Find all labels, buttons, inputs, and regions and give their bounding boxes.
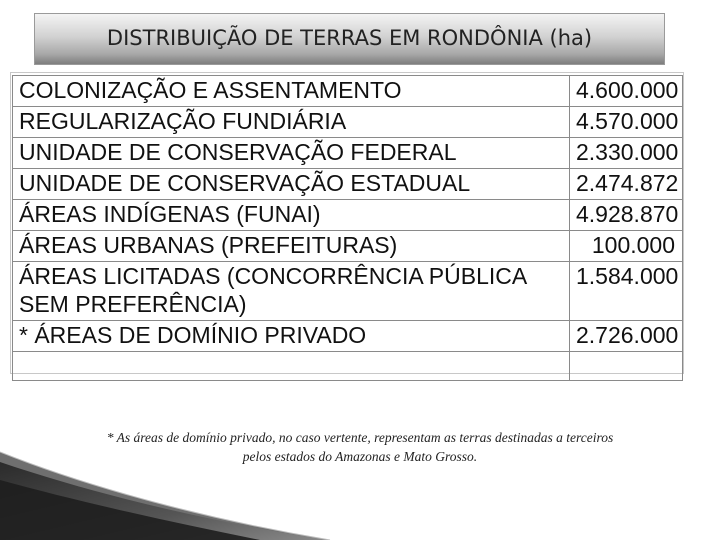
- table-row: [13, 138, 683, 169]
- footnote-line-1: * As áreas de domínio privado, no caso vertente, representam as terras destinadas a terceiros: [106, 430, 614, 445]
- row-value: 2.330.000: [570, 138, 683, 169]
- table-row-empty: [13, 352, 683, 381]
- row-label: COLONIZAÇÃO E ASSENTAMENTO: [13, 76, 570, 107]
- land-distribution-table-frame: [10, 72, 684, 374]
- row-value: 4.928.870: [570, 200, 683, 231]
- page-title: DISTRIBUIÇÃO DE TERRAS EM RONDÔNIA (ha): [106, 26, 593, 50]
- table-row: [13, 200, 683, 231]
- table-row: [13, 169, 683, 200]
- row-label: REGULARIZAÇÃO FUNDIÁRIA: [13, 107, 570, 138]
- table-row: [13, 321, 683, 352]
- row-label: UNIDADE DE CONSERVAÇÃO FEDERAL: [13, 138, 570, 169]
- table-row: [13, 231, 683, 262]
- row-label: [13, 352, 570, 381]
- row-label: ÁREAS LICITADAS (CONCORRÊNCIA PÚBLICA SEM PREFERÊNCIA): [13, 262, 570, 321]
- row-label: * ÁREAS DE DOMÍNIO PRIVADO: [13, 321, 570, 352]
- row-value: 4.600.000: [570, 76, 683, 107]
- table-row: [13, 107, 683, 138]
- row-label: ÁREAS URBANAS (PREFEITURAS): [13, 231, 570, 262]
- row-value: 2.474.872: [570, 169, 683, 200]
- row-label: ÁREAS INDÍGENAS (FUNAI): [13, 200, 570, 231]
- table-row: [13, 262, 683, 321]
- row-value: 100.000: [570, 231, 683, 262]
- row-value: 4.570.000: [570, 107, 683, 138]
- footnote-line-2: pelos estados do Amazonas e Mato Grosso.: [242, 449, 478, 464]
- table-row: [13, 76, 683, 107]
- decorative-corner-swoosh: [0, 440, 340, 540]
- row-value: [570, 352, 683, 381]
- row-label: UNIDADE DE CONSERVAÇÃO ESTADUAL: [13, 169, 570, 200]
- row-value: 1.584.000: [570, 262, 683, 321]
- title-bar: [34, 13, 665, 65]
- row-value: 2.726.000: [570, 321, 683, 352]
- land-distribution-table: [12, 75, 683, 381]
